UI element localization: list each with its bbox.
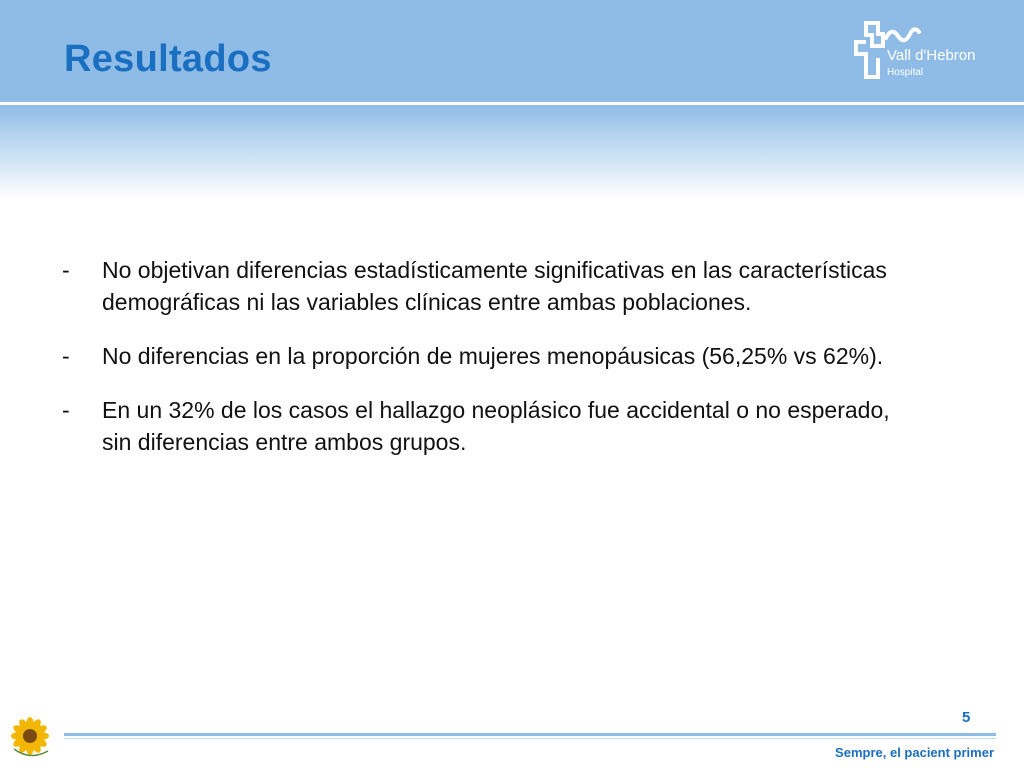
bullet-item — [62, 340, 922, 372]
bullet-text: No diferencias en la proporción de mujeres menopáusicas (56,25% vs 62%). — [102, 343, 884, 369]
page-number: 5 — [962, 709, 971, 726]
footer-divider — [64, 733, 996, 736]
logo-name: Vall d'Hebron — [887, 47, 976, 64]
logo-subtitle: Hospital — [887, 67, 924, 78]
bullet-marker: - — [62, 257, 70, 283]
footer-tagline: Sempre, el pacient primer — [835, 745, 994, 760]
bullet-item — [62, 394, 922, 458]
slide-title: Resultados — [64, 38, 272, 80]
bullet-item — [62, 254, 922, 318]
bullet-text: En un 32% de los casos el hallazgo neoplásico fue accidental o no esperado, sin diferencias entre ambos grupos. — [102, 397, 890, 455]
bullet-text: No objetivan diferencias estadísticamente significativas en las características demográficas ni las variables clínicas entre ambas poblaciones. — [102, 257, 887, 315]
bullet-list — [62, 254, 922, 480]
header-gradient — [0, 105, 1024, 200]
bullet-marker: - — [62, 343, 70, 369]
bullet-marker: - — [62, 397, 70, 423]
sunflower-icon — [8, 715, 54, 761]
footer-divider-thin — [64, 738, 996, 739]
hospital-logo — [852, 20, 992, 82]
